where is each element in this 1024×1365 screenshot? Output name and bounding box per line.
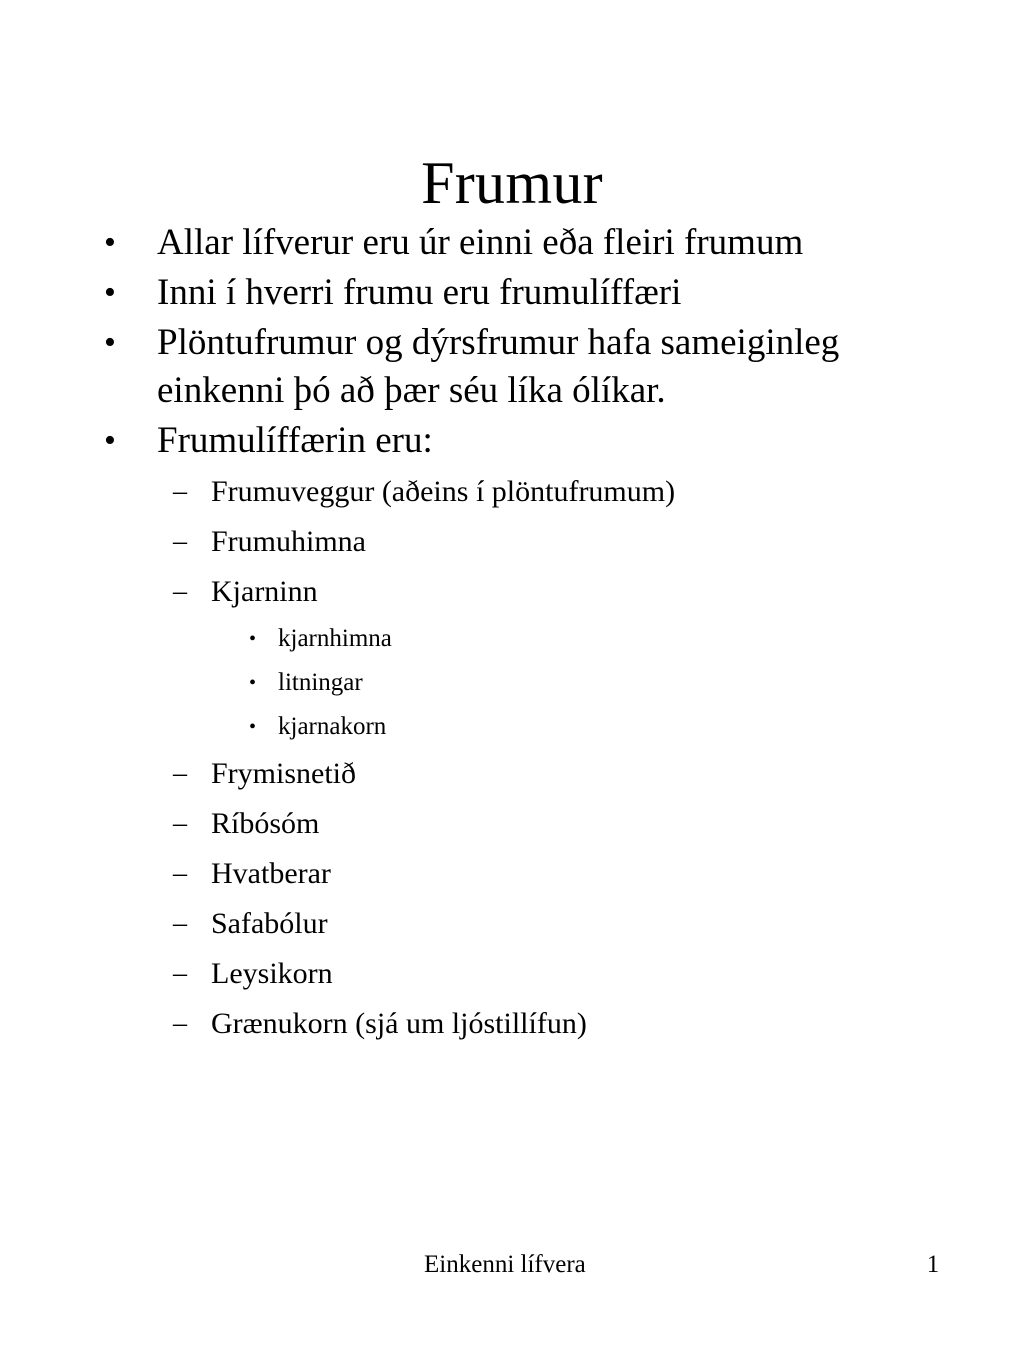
slide-body-list xyxy=(95,219,935,1049)
bullet-item-level-1 xyxy=(95,319,935,415)
bullet-item-level-2 xyxy=(158,849,935,899)
dash-marker-icon: – xyxy=(173,908,187,939)
dash-marker-icon: – xyxy=(173,808,187,839)
bullet-item-text: Frumulíffærin eru: xyxy=(157,420,433,461)
bullet-item-level-2 xyxy=(158,517,935,567)
dash-marker-icon: – xyxy=(173,758,187,789)
bullet-item-text: Grænukorn (sjá um ljóstillífun) xyxy=(211,1007,587,1040)
bullet-item-level-2 xyxy=(158,999,935,1049)
bullet-item-level-2 xyxy=(158,949,935,999)
bullet-item-level-2 xyxy=(158,799,935,849)
bullet-item-text: litningar xyxy=(278,669,363,696)
dash-marker-icon: – xyxy=(173,958,187,989)
bullet-item-text: kjarnhimna xyxy=(278,625,392,652)
bullet-item-level-2 xyxy=(158,899,935,949)
bullet-item-text: Frumuhimna xyxy=(211,525,366,558)
slide-footer xyxy=(0,1248,1024,1288)
dash-marker-icon: – xyxy=(173,476,187,507)
bullet-marker-icon: • xyxy=(249,672,257,694)
dash-marker-icon: – xyxy=(173,1008,187,1039)
bullet-marker-icon: • xyxy=(104,274,116,311)
bullet-item-text: Frumuveggur (aðeins í plöntufrumum) xyxy=(211,475,676,508)
page-title: Frumur xyxy=(421,150,603,217)
bullet-marker-icon: • xyxy=(104,422,116,459)
dash-marker-icon: – xyxy=(173,526,187,557)
bullet-marker-icon: • xyxy=(104,224,116,261)
bullet-item-text: Plöntufrumur og dýrsfrumur hafa sameiginleg einkenni þó að þær séu líka ólíkar. xyxy=(157,322,840,411)
bullet-item-text: Inni í hverri frumu eru frumulíffæri xyxy=(157,272,682,313)
bullet-item-text: Allar lífverur eru úr einni eða fleiri frumum xyxy=(157,222,804,263)
bullet-item-level-1 xyxy=(95,219,935,267)
bullet-item-level-3 xyxy=(243,661,935,705)
bullet-item-text: kjarnakorn xyxy=(278,713,387,740)
bullet-item-level-2 xyxy=(158,467,935,517)
bullet-item-level-3 xyxy=(243,617,935,661)
bullet-item-text: Kjarninn xyxy=(211,575,318,608)
bullet-marker-icon: • xyxy=(249,628,257,650)
dash-marker-icon: – xyxy=(173,858,187,889)
bullet-marker-icon: • xyxy=(249,716,257,738)
bullet-marker-icon: • xyxy=(104,324,116,361)
bullet-item-text: Frymisnetið xyxy=(211,757,357,790)
bullet-item-text: Hvatberar xyxy=(211,857,331,890)
bullet-item-text: Ríbósóm xyxy=(211,807,320,840)
dash-marker-icon: – xyxy=(173,576,187,607)
bullet-item-level-2 xyxy=(158,749,935,799)
page-number: 1 xyxy=(926,1251,940,1278)
bullet-item-text: Safabólur xyxy=(211,907,328,940)
bullet-item-text: Leysikorn xyxy=(211,957,333,990)
bullet-item-level-1 xyxy=(95,269,935,317)
bullet-item-level-1 xyxy=(95,417,935,465)
bullet-item-level-2 xyxy=(158,567,935,617)
footer-text: Einkenni lífvera xyxy=(424,1251,586,1278)
bullet-item-level-3 xyxy=(243,705,935,749)
